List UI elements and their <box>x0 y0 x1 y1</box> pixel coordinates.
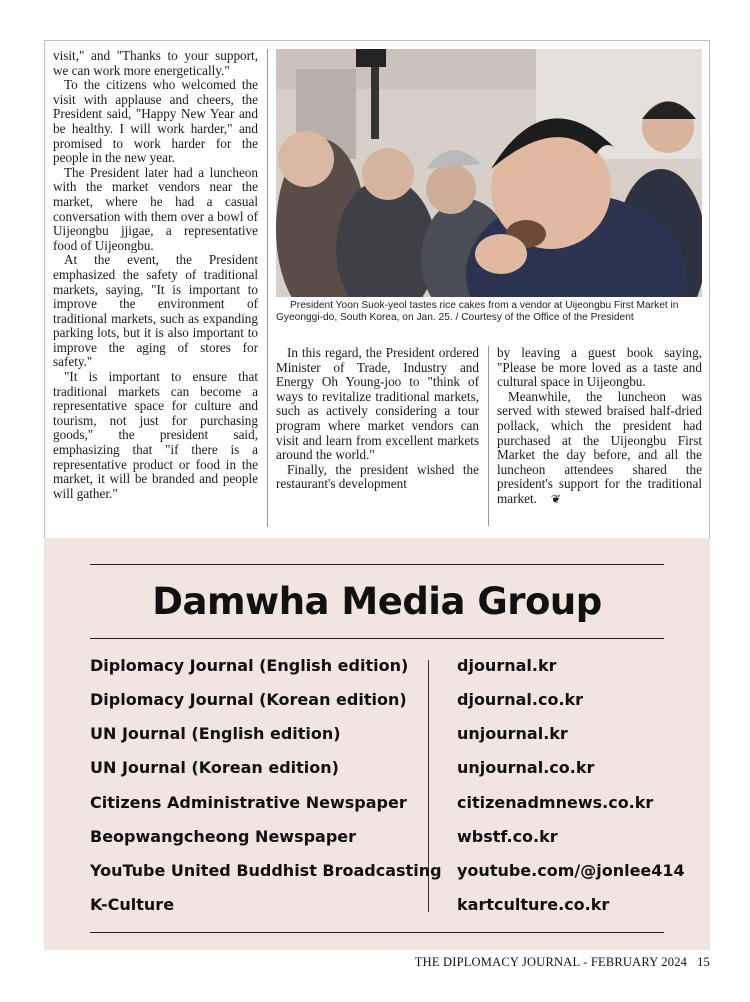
article-column-3 <box>497 346 702 507</box>
ad-publication-name: Diplomacy Journal (English edition) <box>90 656 409 675</box>
paragraph: "It is important to ensure that traditional markets can become a representative space for culture and tourism, not just for purchasing goods," the president said, emphasizing that "if there is a representative product or food in the market, it will be branded and people will gather." <box>53 369 258 501</box>
paragraph: Finally, the president wished the restaurant's development <box>276 461 479 492</box>
article-photo <box>276 49 702 297</box>
paragraph: At the event, the President emphasized the safety of traditional markets, saying, "It is important to improve the environment of traditional markets, such as expanding parking lots, but it is also important to improve the aging of stores for safety." <box>53 252 258 370</box>
publication-footer-title: THE DIPLOMACY JOURNAL - FEBRUARY 2024 <box>414 955 688 969</box>
ad-publication-name: YouTube United Buddhist Broadcasting <box>90 861 442 880</box>
ad-bottom-rule <box>90 932 664 933</box>
ad-publication-url[interactable]: citizenadmnews.co.kr <box>457 793 654 812</box>
ad-title-rule <box>90 638 664 639</box>
ad-publication-url[interactable]: kartculture.co.kr <box>457 895 610 914</box>
ad-title: Damwha Media Group <box>152 580 602 623</box>
article-column-2 <box>276 346 479 492</box>
ad-top-rule <box>90 564 664 565</box>
paragraph: by leaving a guest book saying, "Please be more loved as a taste and cultural space in Uijeongbu. <box>497 345 702 390</box>
ad-publication-url[interactable]: unjournal.kr <box>457 724 568 743</box>
paragraph-text: Meanwhile, the luncheon was served with stewed braised half-dried pollack, which the president had purchased at the Uijeongbu First Market the day before, and all the luncheon attendees shared the president's support for the traditional market. <box>497 388 702 506</box>
paragraph: In this regard, the President ordered Minister of Trade, Industry and Energy Oh Young-joo to "think of ways to revitalize traditional markets, such as actively considering a tour program where market vendors can visit and learn from excellent markets around the world." <box>276 345 479 463</box>
ad-publication-url[interactable]: djournal.kr <box>457 656 557 675</box>
paragraph: The President later had a luncheon with the market vendors near the market, where he had a casual conversation with them over a bowl of Uijeongbu jjigae, a representative food of Uijeongbu. <box>53 164 258 253</box>
end-mark-icon: ❦ <box>550 491 561 506</box>
paragraph: To the citizens who welcomed the visit with applause and cheers, the President said, "Happy New Year and be healthy. I will work harder," and promised to work harder for the people in the new year. <box>53 77 258 166</box>
column-divider <box>488 346 489 526</box>
photo-illustration <box>276 49 702 297</box>
paragraph <box>497 390 702 507</box>
article-column-1 <box>53 49 258 501</box>
damwha-ad-panel <box>44 538 710 950</box>
ad-publication-name: UN Journal (Korean edition) <box>90 758 339 777</box>
ad-publication-url[interactable]: wbstf.co.kr <box>457 827 558 846</box>
paragraph: visit," and "Thanks to your support, we can work more energetically." <box>53 48 258 78</box>
ad-publication-url[interactable]: unjournal.co.kr <box>457 758 595 777</box>
ad-publication-name: Citizens Administrative Newspaper <box>90 793 407 812</box>
column-divider <box>267 49 268 527</box>
ad-publication-name: K-Culture <box>90 895 175 914</box>
ad-publication-name: UN Journal (English edition) <box>90 724 341 743</box>
ad-publication-name: Beopwangcheong Newspaper <box>90 827 357 846</box>
page-number: 15 <box>697 955 710 969</box>
ad-publication-url[interactable]: youtube.com/@jonlee414 <box>457 861 685 880</box>
ad-publication-name: Diplomacy Journal (Korean edition) <box>90 690 407 709</box>
article-frame <box>44 40 710 538</box>
photo-caption: President Yoon Suok-yeol tastes rice cakes from a vendor at Uijeongbu First Market in Gyeonggi-do, South Korea, on Jan. 25. / Courtesy of the Office of the President <box>276 300 679 324</box>
ad-publication-url[interactable]: djournal.co.kr <box>457 690 584 709</box>
page-footer <box>415 955 710 970</box>
